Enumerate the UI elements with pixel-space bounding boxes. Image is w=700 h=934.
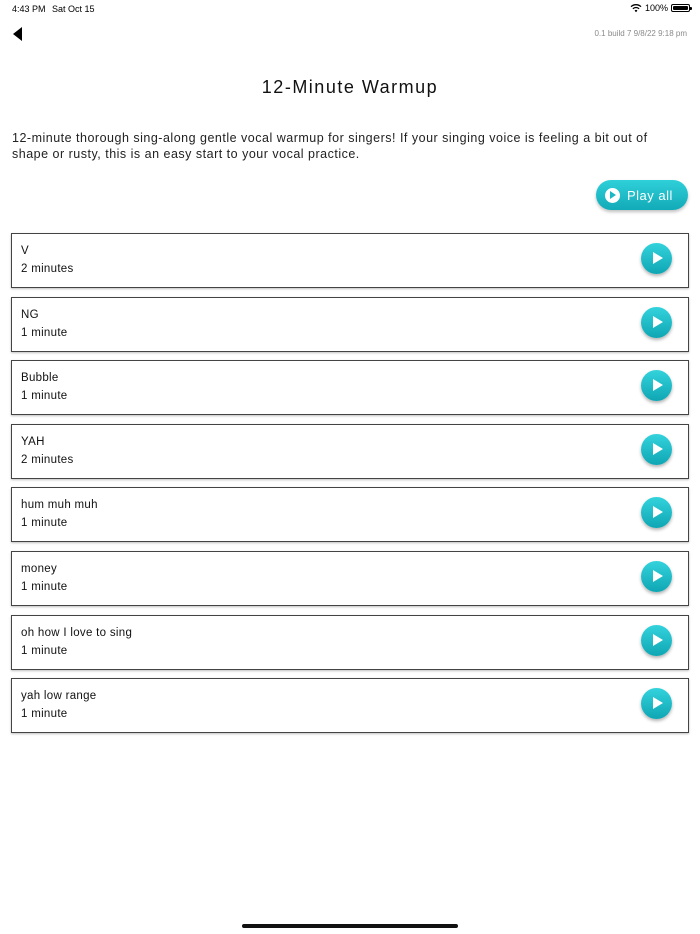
play-icon	[653, 379, 663, 391]
play-icon	[653, 634, 663, 646]
back-arrow-icon	[13, 27, 22, 41]
exercise-duration: 1 minute	[21, 326, 68, 339]
battery-icon	[671, 4, 690, 12]
play-button[interactable]	[641, 625, 672, 656]
exercise-card[interactable]	[11, 424, 689, 479]
exercise-duration: 1 minute	[21, 517, 68, 530]
exercise-duration: 1 minute	[21, 581, 68, 593]
play-button[interactable]	[641, 370, 672, 401]
build-info: 0.1 build 7 9/8/22 9:18 pm	[594, 29, 687, 38]
status-bar	[0, 0, 700, 18]
home-indicator	[242, 924, 458, 928]
back-button[interactable]	[8, 24, 26, 44]
status-date: Sat Oct 15	[52, 4, 95, 14]
exercise-name: YAH	[21, 435, 45, 448]
exercise-name: yah low range	[21, 690, 97, 703]
status-indicators	[630, 3, 690, 13]
play-icon	[653, 697, 663, 709]
exercise-name: V	[21, 245, 29, 257]
exercise-duration: 1 minute	[21, 390, 68, 403]
play-button[interactable]	[641, 497, 672, 528]
play-icon	[653, 316, 663, 328]
exercise-name: Bubble	[21, 372, 59, 385]
play-button[interactable]	[641, 434, 672, 465]
play-icon	[653, 443, 663, 455]
exercise-duration: 1 minute	[21, 644, 68, 657]
play-button[interactable]	[641, 688, 672, 719]
exercise-card[interactable]	[11, 233, 689, 288]
play-button[interactable]	[641, 561, 672, 592]
exercise-name: oh how I love to sing	[21, 626, 133, 639]
exercise-card[interactable]	[11, 360, 689, 415]
exercise-card[interactable]	[11, 615, 689, 670]
exercise-name: hum muh muh	[21, 499, 98, 512]
play-all-label: Play all	[627, 187, 673, 203]
play-icon	[653, 570, 663, 582]
exercise-name: money	[21, 563, 58, 575]
exercise-card[interactable]	[11, 678, 689, 733]
play-icon	[653, 506, 663, 518]
battery-level	[673, 6, 688, 10]
page-description: 12-minute thorough sing-along gentle vocal warmup for singers! If your singing voice is feeling a bit out of shape or rusty, this is an easy start to your vocal practice.	[12, 131, 648, 161]
exercise-duration: 2 minutes	[21, 263, 74, 275]
play-icon	[653, 252, 663, 264]
play-circle-icon	[605, 188, 620, 203]
play-all-button[interactable]	[596, 180, 688, 210]
status-time: 4:43 PM	[12, 4, 46, 14]
exercise-duration: 2 minutes	[21, 453, 74, 466]
play-button[interactable]	[641, 307, 672, 338]
wifi-icon	[630, 3, 642, 13]
exercise-duration: 1 minute	[21, 708, 68, 721]
page-title: 12-Minute Warmup	[261, 77, 439, 97]
exercise-card[interactable]	[11, 551, 689, 606]
exercise-name: NG	[21, 308, 39, 321]
play-button[interactable]	[641, 243, 672, 274]
exercise-card[interactable]	[11, 487, 689, 542]
exercise-card[interactable]	[11, 297, 689, 352]
battery-percent: 100%	[644, 3, 668, 13]
